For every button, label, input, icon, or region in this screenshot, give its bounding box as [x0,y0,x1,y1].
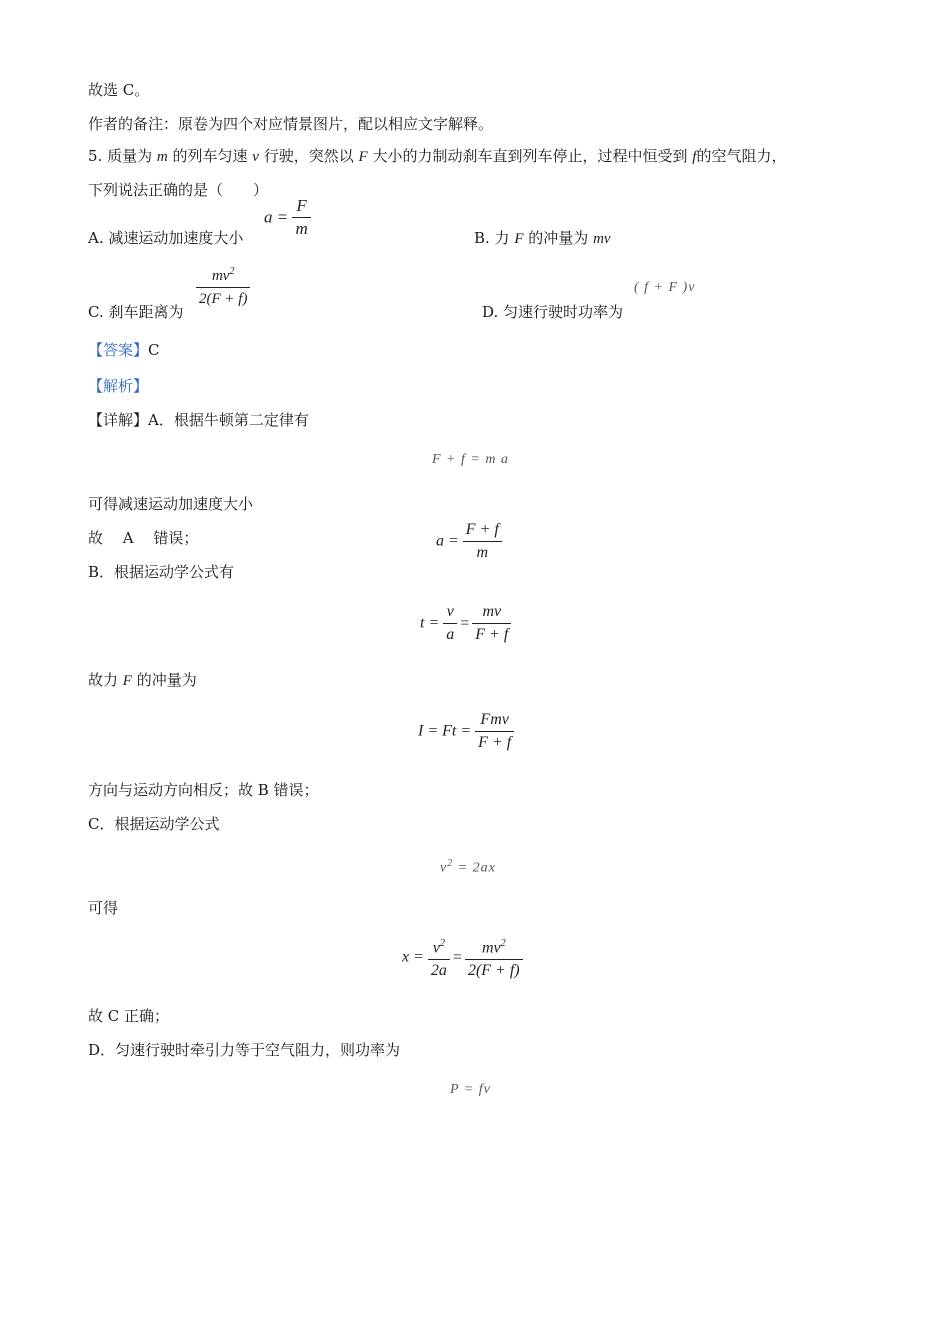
formula-distance: x = $\frac{v^2}{2a}$ = $\frac{mv^2}{2(F + f)}$ [402,934,523,981]
line-a-wrong: 故 A 错误； [88,529,199,547]
answer-line: 【答案】C [88,341,160,359]
formula-time: t = $\frac{v}{a}$ = $\frac{mv}{F + f}$ [420,602,511,645]
question-5-stem: 5. 质量为 m 的列车匀速 v 行驶，突然以 F 大小的力制动刹车直到列车停止，过程中恒受到 f的空气阻力， [88,147,787,165]
option-d-formula: ( f + F )v [634,280,696,295]
option-d: D. 匀速行驶时功率为 [482,303,624,321]
question-5-stem-cont: 下列说法正确的是（ ） [88,181,269,199]
option-c-formula: $\frac{mv^2}{2(F + f)}$ [196,262,250,309]
option-b: B. 力 F 的冲量为 mv [474,229,611,247]
formula-acceleration: a = $\frac{F + f}{m}$ [436,520,502,563]
line-acceleration: 可得减速运动加速度大小 [88,495,254,513]
formula-power: P = fv [450,1082,491,1097]
option-a: A. 减速运动加速度大小 [88,229,244,247]
line-c-get: 可得 [88,899,119,917]
line-conclusion: 故选 C。 [88,81,150,99]
detail-a: 【详解】A．根据牛顿第二定律有 [88,411,309,429]
author-note: 作者的备注：原卷为四个对应情景图片，配以相应文字解释。 [88,115,494,133]
formula-kinematic: $v^2 = 2ax$ [440,858,496,876]
formula-newton: F + f = m a [432,452,509,467]
option-c: C. 刹车距离为 [88,303,184,321]
line-b-kinematics: B．根据运动学公式有 [88,563,235,581]
line-c-right: 故 C 正确； [88,1007,170,1025]
line-c-kinematics: C．根据运动学公式 [88,815,220,833]
line-d-power: D．匀速行驶时牵引力等于空气阻力，则功率为 [88,1041,401,1059]
line-b-wrong: 方向与运动方向相反；故 B 错误； [88,781,319,799]
formula-impulse: I = Ft = $\frac{\text{Fmv}}{F + f}$ [418,710,514,753]
analysis-heading: 【解析】 [88,377,149,395]
line-impulse: 故力 F 的冲量为 [88,671,197,689]
option-a-formula: a = $\frac{F}{m}$ [264,196,311,239]
